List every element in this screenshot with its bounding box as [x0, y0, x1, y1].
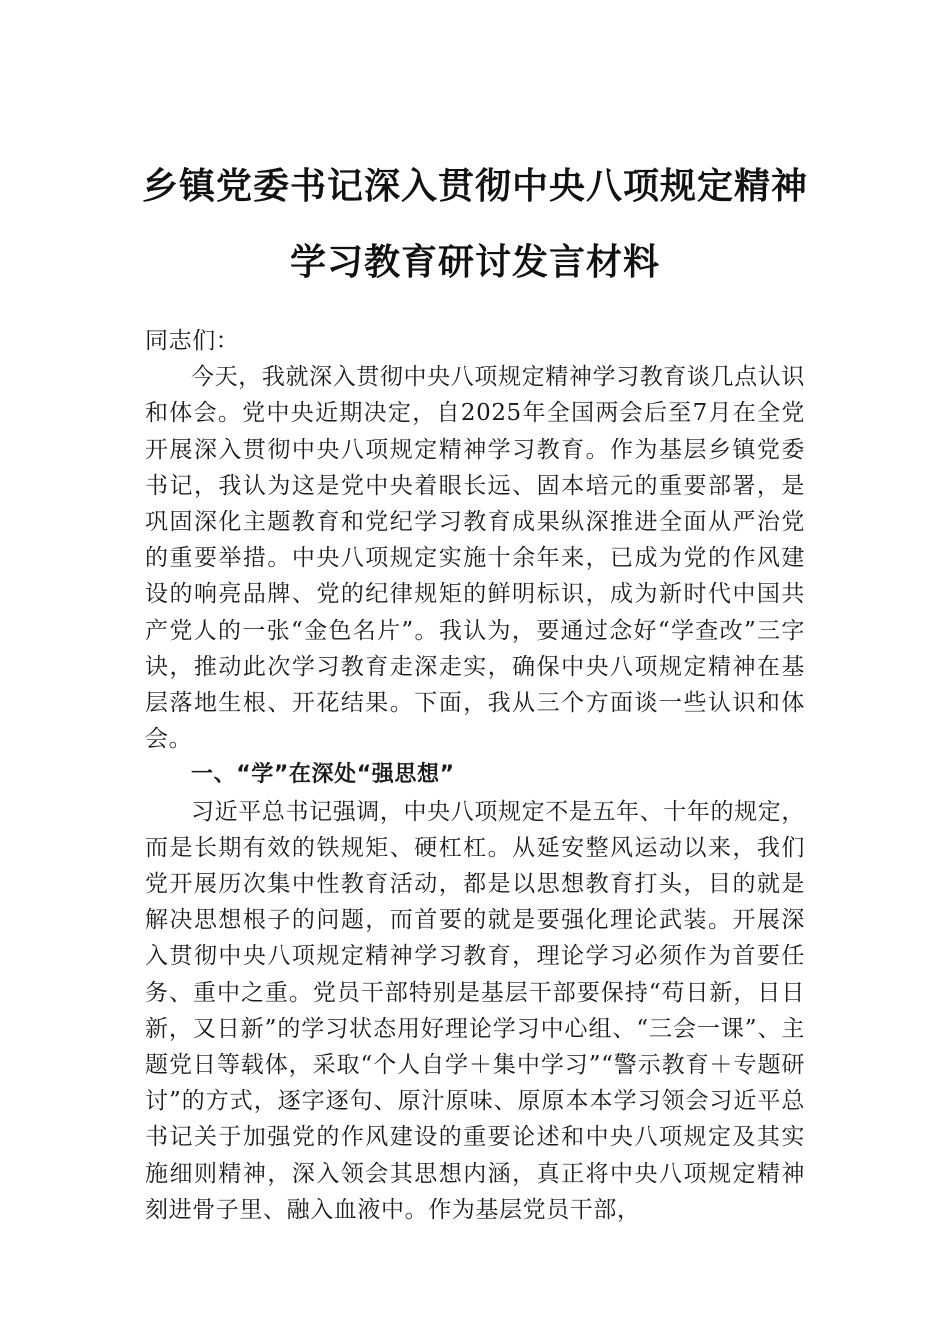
document-body	[145, 323, 805, 1228]
salutation: 同志们：	[145, 328, 240, 354]
title-line-2: 学习教育研讨发言材料	[289, 241, 660, 283]
section-heading-1: 一、“学”在深处“强思想”	[191, 762, 455, 788]
paragraph-intro: 今天，我就深入贯彻中央八项规定精神学习教育谈几点认识和体会。党中央近期决定，自2025年全国两会后至7月在全党开展深入贯彻中央八项规定精神学习教育。作为基层乡镇党委书记，我认为这是党中央着眼长远、固本培元的重要部署，是巩固深化主题教育和党纪学习教育成果纵深推进全面从严治党的重要举措。中央八项规定实施十余年来，已成为党的作风建设的响亮品牌、党的纪律规矩的鲜明标识，成为新时代中国共产党人的一张“金色名片”。我认为，要通过念好“学查改”三字诀，推动此次学习教育走深走实，确保中央八项规定精神在基层落地生根、开花结果。下面，我从三个方面谈一些认识和体会。	[145, 364, 805, 753]
document-title	[100, 158, 850, 290]
title-line-1: 乡镇党委书记深入贯彻中央八项规定精神	[141, 165, 808, 207]
paragraph-section-1: 习近平总书记强调，中央八项规定不是五年、十年的规定，而是长期有效的铁规矩、硬杠杠。从延安整风运动以来，我们党开展历次集中性教育活动，都是以思想教育打头，目的就是解决思想根子的问题，而首要的就是要强化理论武装。开展深入贯彻中央八项规定精神学习教育，理论学习必须作为首要任务、重中之重。党员干部特别是基层干部要保持“苟日新，日日新，又日新”的学习状态用好理论学习中心组、“三会一课”、主题党日等载体，采取“个人自学＋集中学习”“警示教育＋专题研讨”的方式，逐字逐句、原汁原味、原原本本学习领会习近平总书记关于加强党的作风建设的重要论述和中央八项规定及其实施细则精神，深入领会其思想内涵，真正将中央八项规定精神刻进骨子里、融入血液中。作为基层党员干部，	[145, 798, 805, 1223]
